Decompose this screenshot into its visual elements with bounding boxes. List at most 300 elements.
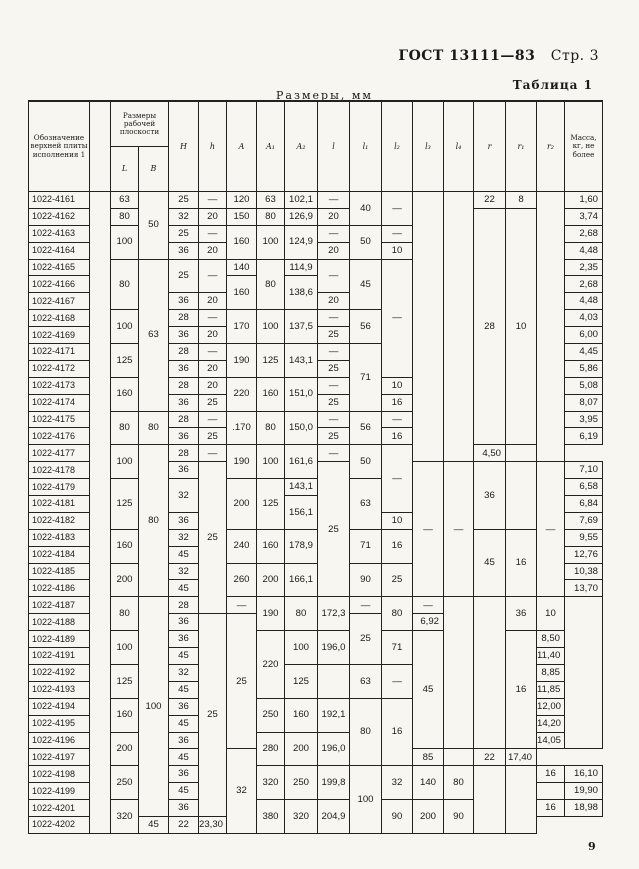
l2-cell: 16: [382, 698, 413, 766]
l-cell: 25: [318, 462, 350, 597]
A-cell: 260: [227, 563, 257, 597]
H-cell: 32: [169, 529, 199, 546]
designation-cell: 1022-4188: [29, 614, 90, 631]
designation-cell: 1022-4161: [29, 192, 90, 209]
r1-cell: [506, 462, 537, 530]
l2-cell: —: [413, 597, 444, 614]
r1-cell: 10: [506, 208, 537, 444]
table-row: [29, 766, 603, 783]
H-cell: 28: [169, 445, 199, 462]
H-cell: 45: [169, 580, 199, 597]
A2-cell: 143,1: [285, 344, 318, 378]
H-cell: 45: [169, 749, 199, 766]
col-designation: Обозначение верхней плиты исполнения 1: [29, 101, 90, 192]
l4-cell: 90: [444, 800, 474, 834]
col-A1: A₁: [257, 101, 285, 192]
designation-cell: 1022-4191: [29, 648, 90, 665]
l2-cell: 10: [382, 242, 413, 259]
designation-cell: 1022-4195: [29, 715, 90, 732]
A2-cell: 143,1: [285, 479, 318, 496]
H-cell: 28: [169, 310, 199, 327]
designation-cell: 1022-4187: [29, 597, 90, 614]
H-cell: 32: [169, 664, 199, 681]
H-cell: 36: [169, 614, 199, 631]
mass-cell: 6,58: [565, 479, 603, 496]
h-cell: —: [199, 411, 227, 428]
A2-cell: 102,1: [285, 192, 318, 209]
table-row: [29, 445, 603, 462]
r1-cell: 16: [506, 631, 537, 749]
H-cell: 45: [169, 648, 199, 665]
l2-cell: —: [382, 411, 413, 428]
A1-cell: 160: [285, 698, 318, 732]
A-cell: 190: [257, 597, 285, 631]
H-cell: 28: [169, 377, 199, 394]
r1-cell: 8: [506, 192, 537, 209]
footer-page-number: 9: [588, 840, 596, 853]
designation-cell: 1022-4173: [29, 377, 90, 394]
l1-cell: 80: [382, 597, 413, 631]
r1-cell: 10: [537, 597, 565, 631]
page-header: [398, 48, 599, 64]
designation-cell: 1022-4198: [29, 766, 90, 783]
mass-cell: 2,68: [565, 225, 603, 242]
col-applicability: [90, 101, 111, 192]
r-cell: 45: [413, 631, 444, 749]
designation-cell: 1022-4184: [29, 546, 90, 563]
r-cell: 36: [474, 462, 506, 530]
H-cell: 45: [169, 546, 199, 563]
l2-cell: —: [382, 664, 413, 698]
designation-cell: 1022-4183: [29, 529, 90, 546]
r-cell: 22: [474, 192, 506, 209]
A2-cell: 156,1: [285, 496, 318, 530]
l3-cell: [444, 597, 474, 749]
r2-cell: [537, 192, 565, 462]
H-cell: 45: [169, 783, 199, 800]
A2-cell: 126,9: [285, 208, 318, 225]
A1-cell: 125: [285, 664, 318, 698]
H-cell: 36: [169, 462, 199, 479]
A-cell: 150: [227, 208, 257, 225]
l-cell: 20: [318, 208, 350, 225]
r1-cell: 16: [506, 529, 537, 597]
designation-cell: 1022-4167: [29, 293, 90, 310]
A2-cell: 196,0: [318, 732, 350, 766]
mass-cell: 14,05: [537, 732, 565, 749]
L-cell: 63: [111, 192, 139, 209]
mass-cell: 6,00: [565, 327, 603, 344]
l4-cell: —: [444, 462, 474, 597]
L-cell: 80: [111, 259, 139, 310]
A-cell: 220: [257, 631, 285, 699]
r-cell: [474, 766, 506, 834]
h-cell: —: [199, 310, 227, 327]
A1-cell: 80: [257, 208, 285, 225]
mass-cell: 12,00: [537, 698, 565, 715]
H-cell: 25: [169, 192, 199, 209]
designation-cell: 1022-4201: [29, 800, 90, 817]
A2-cell: 138,6: [285, 276, 318, 310]
A-cell: 240: [227, 529, 257, 563]
designation-cell: 1022-4166: [29, 276, 90, 293]
designation-cell: 1022-4196: [29, 732, 90, 749]
mass-cell: 9,55: [565, 529, 603, 546]
H-cell: 36: [169, 360, 199, 377]
L-cell: 80: [111, 208, 139, 225]
l2-cell: —: [382, 445, 413, 513]
mass-cell: 1,60: [565, 192, 603, 209]
H-cell: 25: [169, 225, 199, 242]
designation-cell: 1022-4189: [29, 631, 90, 648]
l1-cell: 71: [382, 631, 413, 665]
H-cell: 36: [169, 428, 199, 445]
l3-cell: 140: [413, 766, 444, 800]
A2-cell: 114,9: [285, 259, 318, 276]
r1-cell: [506, 766, 537, 834]
col-A2: A₂: [285, 101, 318, 192]
H-cell: 28: [169, 597, 199, 614]
A2-cell: 150,0: [285, 411, 318, 445]
l2-cell: 16: [382, 428, 413, 445]
designation-cell: 1022-4178: [29, 462, 90, 479]
mass-cell: 3,74: [565, 208, 603, 225]
H-cell: 36: [169, 631, 199, 648]
A2-cell: 137,5: [285, 310, 318, 344]
mass-cell: 2,35: [565, 259, 603, 276]
mass-cell: 16,10: [565, 766, 603, 783]
A2-cell: 199,8: [318, 766, 350, 800]
standard-number: ГОСТ 13111—83: [398, 48, 536, 64]
A-cell: 140: [227, 259, 257, 276]
H-cell: 36: [169, 242, 199, 259]
A2-cell: 166,1: [285, 563, 318, 597]
l2-cell: 16: [382, 529, 413, 563]
A2-cell: 192,1: [318, 698, 350, 732]
mass-cell: 14,20: [537, 715, 565, 732]
col-plane-sizes: Размеры рабочей плоскости: [111, 101, 169, 147]
designation-cell: 1022-4182: [29, 512, 90, 529]
designation-cell: 1022-4199: [29, 783, 90, 800]
designation-cell: 1022-4168: [29, 310, 90, 327]
l-cell: 25: [318, 360, 350, 377]
h-cell: 25: [199, 462, 227, 614]
designation-cell: 1022-4174: [29, 394, 90, 411]
designation-cell: 1022-4193: [29, 681, 90, 698]
l2-cell: 16: [382, 394, 413, 411]
A2-cell: 196,0: [318, 631, 350, 665]
l1-cell: 100: [350, 766, 382, 834]
A2-cell: 161,6: [285, 445, 318, 479]
designation-cell: 1022-4175: [29, 411, 90, 428]
l4-cell: [474, 597, 506, 749]
B-cell: 80: [139, 411, 169, 445]
A2-cell: 151,0: [285, 377, 318, 411]
l2-cell: —: [382, 192, 413, 226]
designation-cell: 1022-4181: [29, 496, 90, 513]
l2-cell: 25: [350, 614, 382, 665]
col-l2: l₂: [382, 101, 413, 192]
A1-cell: 100: [285, 631, 318, 665]
l-cell: 25: [318, 428, 350, 445]
A-cell: 170: [227, 310, 257, 344]
designation-cell: 1022-4192: [29, 664, 90, 681]
mass-cell: 4,03: [565, 310, 603, 327]
l2-cell: —: [382, 225, 413, 242]
mass-cell: 7,10: [565, 462, 603, 479]
table-row: [29, 597, 603, 614]
mass-cell: 3,95: [565, 411, 603, 428]
designation-cell: 1022-4171: [29, 344, 90, 361]
mass-cell: 2,68: [565, 276, 603, 293]
A-cell: 160: [227, 276, 257, 310]
mass-cell: 8,07: [565, 394, 603, 411]
L-cell: 125: [111, 664, 139, 698]
col-l3: l₃: [413, 101, 444, 192]
h-cell: —: [199, 445, 227, 462]
A-cell: 280: [257, 732, 285, 766]
h-cell: 20: [199, 377, 227, 394]
A1-cell: 125: [257, 344, 285, 378]
mass-cell: 4,50: [474, 445, 506, 462]
A1-cell: 100: [257, 445, 285, 479]
l1-cell: 63: [350, 664, 382, 698]
h-cell: 20: [199, 293, 227, 310]
l1-cell: 56: [350, 310, 382, 344]
table-row: [29, 529, 603, 546]
h-cell: 25: [199, 394, 227, 411]
mass-cell: 7,69: [565, 512, 603, 529]
col-h: h: [199, 101, 227, 192]
mass-cell: 8,85: [537, 664, 565, 681]
mass-cell: 4,48: [565, 242, 603, 259]
A1-cell: 63: [257, 192, 285, 209]
H-cell: 28: [169, 344, 199, 361]
h-cell: —: [199, 225, 227, 242]
A1-cell: 160: [257, 377, 285, 411]
col-H: H: [169, 101, 199, 192]
l1-cell: 80: [350, 698, 382, 766]
col-A: A: [227, 101, 257, 192]
col-mass: Масса, кг, не более: [565, 101, 603, 192]
A-cell: 220: [227, 377, 257, 411]
mass-cell: 5,86: [565, 360, 603, 377]
A-cell: 250: [257, 698, 285, 732]
H-cell: 36: [169, 512, 199, 529]
l-cell: 25: [227, 614, 257, 749]
mass-cell: 5,08: [565, 377, 603, 394]
H-cell: 45: [169, 715, 199, 732]
L-cell: 125: [111, 344, 139, 378]
H-cell: 45: [169, 681, 199, 698]
A-cell: 120: [227, 192, 257, 209]
l2-cell: —: [382, 259, 413, 377]
mass-cell: 10,38: [565, 563, 603, 580]
l-cell: —: [318, 310, 350, 327]
l-cell: —: [318, 259, 350, 293]
h-cell: 20: [199, 208, 227, 225]
col-l: l: [318, 101, 350, 192]
l-cell: —: [318, 225, 350, 242]
l1-cell: 71: [350, 344, 382, 412]
designation-cell: 1022-4162: [29, 208, 90, 225]
l-cell: —: [318, 411, 350, 428]
mass-cell: 17,40: [506, 749, 537, 766]
A-cell: 190: [227, 344, 257, 378]
A2-cell: 204,9: [318, 800, 350, 834]
L-cell: 80: [111, 411, 139, 445]
col-B: B: [139, 147, 169, 192]
l2-cell: 90: [382, 800, 413, 834]
L-cell: 160: [111, 529, 139, 563]
h-cell: —: [227, 597, 257, 614]
B-cell: 80: [139, 445, 169, 597]
page-number: Стр. 3: [550, 48, 599, 64]
A1-cell: 320: [285, 800, 318, 834]
B-cell: 63: [139, 259, 169, 411]
A1-cell: 125: [257, 479, 285, 530]
l2-cell: 25: [382, 563, 413, 597]
designation-cell: 1022-4172: [29, 360, 90, 377]
A1-cell: 80: [257, 259, 285, 310]
r-cell: 28: [474, 208, 506, 444]
designation-cell: 1022-4186: [29, 580, 90, 597]
A-cell: .170: [227, 411, 257, 445]
l2-cell: 32: [382, 766, 413, 800]
L-cell: 125: [111, 479, 139, 530]
L-cell: 250: [111, 766, 139, 800]
h-cell: —: [199, 259, 227, 293]
A-cell: 190: [227, 445, 257, 479]
mass-cell: 8,50: [537, 631, 565, 648]
L-cell: 200: [111, 563, 139, 597]
r2-cell: 22: [474, 749, 506, 766]
mass-cell: 18,98: [565, 800, 603, 817]
mass-cell: 6,84: [565, 496, 603, 513]
col-r: r: [474, 101, 506, 192]
table-row: [29, 631, 603, 648]
l1-cell: 90: [350, 563, 382, 597]
A-cell: 200: [227, 479, 257, 530]
designation-cell: 1022-4177: [29, 445, 90, 462]
col-l4: l₄: [444, 101, 474, 192]
h-cell: —: [199, 344, 227, 361]
L-cell: 80: [111, 597, 139, 631]
l2-cell: 10: [382, 377, 413, 394]
r2-cell: —: [537, 462, 565, 597]
designation-cell: 1022-4202: [29, 816, 90, 833]
l1-cell: 45: [350, 259, 382, 310]
L-cell: 160: [111, 698, 139, 732]
A1-cell: 80: [285, 597, 318, 631]
mass-cell: 6,92: [413, 614, 444, 631]
designation-cell: 1022-4197: [29, 749, 90, 766]
L-cell: 200: [111, 732, 139, 766]
l4-cell: [444, 749, 474, 766]
L-cell: 100: [111, 445, 139, 479]
r2-cell: 16: [537, 800, 565, 817]
l-cell: —: [318, 344, 350, 361]
designation-cell: 1022-4185: [29, 563, 90, 580]
H-cell: 36: [169, 394, 199, 411]
designation-cell: 1022-4176: [29, 428, 90, 445]
applicability-cell: [90, 192, 111, 834]
r2-cell: [565, 597, 603, 749]
l1-cell: 56: [350, 411, 382, 445]
l-cell: 32: [227, 749, 257, 833]
l-cell: —: [318, 377, 350, 394]
H-cell: 28: [169, 411, 199, 428]
designation-cell: 1022-4194: [29, 698, 90, 715]
B-cell: 50: [139, 192, 169, 260]
col-L: L: [111, 147, 139, 192]
A-cell: 380: [257, 800, 285, 834]
r2-cell: 16: [537, 766, 565, 783]
l3-cell: 85: [413, 749, 444, 766]
col-r2: r₂: [537, 101, 565, 192]
mass-cell: 12,76: [565, 546, 603, 563]
designation-cell: 1022-4169: [29, 327, 90, 344]
l-cell: 20: [318, 242, 350, 259]
table-row: [29, 208, 603, 225]
l-cell: 20: [318, 293, 350, 310]
l3-cell: —: [413, 462, 444, 597]
sizes-caption: Размеры, мм: [276, 89, 373, 102]
A-cell: 320: [257, 766, 285, 800]
H-cell: 32: [169, 208, 199, 225]
L-cell: 320: [111, 800, 139, 834]
H-cell: 36: [169, 800, 199, 817]
A1-cell: 100: [257, 225, 285, 259]
mass-cell: 11,40: [537, 648, 565, 665]
A1-cell: 100: [257, 310, 285, 344]
mass-cell: 4,45: [565, 344, 603, 361]
designation-cell: 1022-4164: [29, 242, 90, 259]
designation-cell: 1022-4163: [29, 225, 90, 242]
h-cell: 25: [199, 428, 227, 445]
l4-cell: [444, 192, 474, 462]
L-cell: 160: [111, 377, 139, 411]
r-cell: 45: [474, 529, 506, 597]
designation-cell: 1022-4165: [29, 259, 90, 276]
A1-cell: 160: [257, 529, 285, 563]
r2-cell: [537, 783, 565, 800]
l-cell: 25: [318, 394, 350, 411]
col-r1: r₁: [506, 101, 537, 192]
mass-cell: 23,30: [199, 816, 227, 833]
H-cell: 36: [169, 293, 199, 310]
L-cell: 100: [111, 225, 139, 259]
H-cell: 32: [169, 479, 199, 513]
l3-cell: [413, 192, 444, 462]
A2-cell: [318, 664, 350, 698]
r2-cell: 22: [169, 816, 199, 833]
l1-cell: 71: [350, 529, 382, 563]
H-cell: 25: [169, 259, 199, 293]
h-cell: —: [199, 192, 227, 209]
h-cell: 25: [199, 614, 227, 817]
dimensions-table: [28, 100, 603, 834]
A2-cell: 172,3: [318, 597, 350, 631]
H-cell: 36: [169, 698, 199, 715]
h-cell: 20: [199, 242, 227, 259]
A2-cell: 178,9: [285, 529, 318, 563]
l-cell: 25: [318, 327, 350, 344]
A2-cell: 124,9: [285, 225, 318, 259]
H-cell: 32: [169, 563, 199, 580]
mass-cell: 4,48: [565, 293, 603, 310]
mass-cell: 11,85: [537, 681, 565, 698]
